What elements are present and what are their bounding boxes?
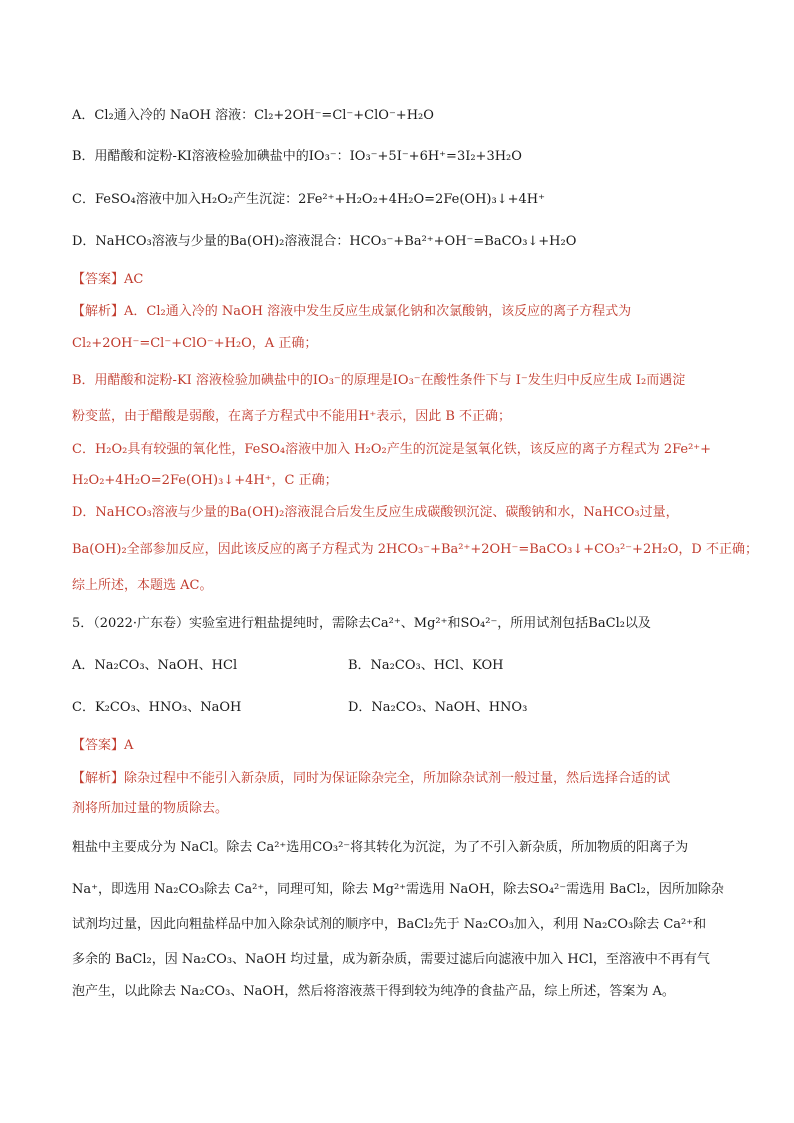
q4-option-c: C．FeSO₄溶液中加入H₂O₂产生沉淀：2Fe²⁺+H₂O₂+4H₂O=2Fe(OH)₃↓+4H⁺ <box>72 192 545 207</box>
q5-analysis-line: 泡产生，以此除去 Na₂CO₃、NaOH，然后将溶液蒸干得到较为纯净的食盐产品，综上所述，答案为 A。 <box>72 984 675 999</box>
q4-analysis-line: 粉变蓝，由于醋酸是弱酸，在离子方程式中不能用H⁺表示，因此 B 不正确； <box>72 409 512 424</box>
q5-option-c: C．K₂CO₃、HNO₃、NaOH <box>72 700 242 715</box>
q5-analysis-line: 试剂均过量，因此向粗盐样品中加入除杂试剂的顺序中，BaCl₂先于 Na₂CO₃加入，利用 Na₂CO₃除去 Ca²⁺和 <box>72 917 707 932</box>
q4-analysis-line: C．H₂O₂具有较强的氧化性，FeSO₄溶液中加入 H₂O₂产生的沉淀是氢氧化铁，该反应的离子方程式为 2Fe²⁺+ <box>72 442 712 457</box>
q4-analysis-line: H₂O₂+4H₂O=2Fe(OH)₃↓+4H⁺，C 正确； <box>72 473 338 488</box>
q5-analysis-line: 多余的 BaCl₂，因 Na₂CO₃、NaOH 均过量，成为新杂质，需要过滤后向滤液中加入 HCl，至溶液中不再有气 <box>72 952 710 967</box>
q4-answer: 【答案】AC <box>72 272 144 287</box>
q5-analysis-line: 剂将所加过量的物质除去。 <box>72 801 229 816</box>
q4-analysis-line: 【解析】A．Cl₂通入冷的 NaOH 溶液中发生反应生成氯化钠和次氯酸钠，该反应的离子方程式为 <box>72 304 632 319</box>
q5-analysis-line: Na⁺，即选用 Na₂CO₃除去 Ca²⁺，同理可知，除去 Mg²⁺需选用 NaOH，除去SO₄²⁻需选用 BaCl₂，因所加除杂 <box>72 882 724 897</box>
q4-analysis-line: Ba(OH)₂全部参加反应，因此该反应的离子方程式为 2HCO₃⁻+Ba²⁺+2OH⁻=BaCO₃↓+CO₃²⁻+2H₂O，D 不正确； <box>72 542 758 557</box>
q4-analysis-line: Cl₂+2OH⁻=Cl⁻+ClO⁻+H₂O，A 正确； <box>72 336 318 351</box>
q4-analysis-line: D．NaHCO₃溶液与少量的Ba(OH)₂溶液混合后发生反应生成碳酸钡沉淀、碳酸钠和水，NaHCO₃过量， <box>72 505 679 520</box>
q5-stem: 5．（2022·广东卷）实验室进行粗盐提纯时，需除去Ca²⁺、Mg²⁺和SO₄²⁻，所用试剂包括BaCl₂以及 <box>72 616 651 631</box>
q5-analysis-line: 粗盐中主要成分为 NaCl。除去 Ca²⁺选用CO₃²⁻将其转化为沉淀，为了不引入新杂质，所加物质的阳离子为 <box>72 840 689 855</box>
q4-option-d: D．NaHCO₃溶液与少量的Ba(OH)₂溶液混合：HCO₃⁻+Ba²⁺+OH⁻=BaCO₃↓+H₂O <box>72 234 577 249</box>
q4-analysis-line: 综上所述，本题选 AC。 <box>72 578 213 593</box>
q4-option-b: B．用醋酸和淀粉-KI溶液检验加碘盐中的IO₃⁻：IO₃⁻+5I⁻+6H⁺=3I₂+3H₂O <box>72 149 522 164</box>
q5-option-d: D．Na₂CO₃、NaOH、HNO₃ <box>348 700 528 715</box>
q5-option-b: B．Na₂CO₃、HCl、KOH <box>348 658 504 673</box>
q5-analysis-line: 【解析】除杂过程中不能引入新杂质，同时为保证除杂完全，所加除杂试剂一般过量，然后选择合适的试 <box>72 771 671 786</box>
q4-analysis-line: B．用醋酸和淀粉-KI 溶液检验加碘盐中的IO₃⁻的原理是IO₃⁻在酸性条件下与 I⁻发生归中反应生成 I₂而遇淀 <box>72 373 686 388</box>
q5-answer: 【答案】A <box>72 738 134 753</box>
q5-option-a: A．Na₂CO₃、NaOH、HCl <box>72 658 238 673</box>
q4-option-a: A．Cl₂通入冷的 NaOH 溶液：Cl₂+2OH⁻=Cl⁻+ClO⁻+H₂O <box>72 108 434 123</box>
